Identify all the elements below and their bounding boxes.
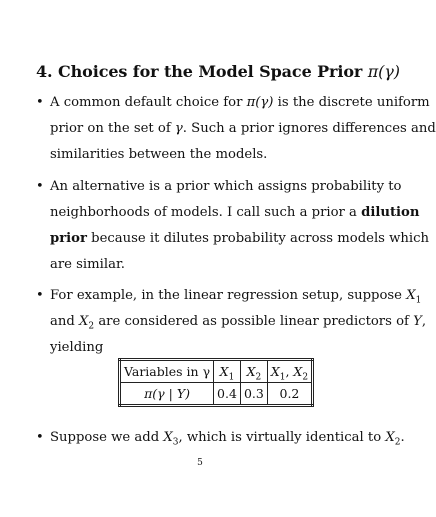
text-line: An alternative is a prior which assigns probability to	[50, 179, 402, 194]
bullet-icon: •	[36, 95, 44, 110]
posterior-table	[118, 358, 314, 407]
text-line: similarities between the models.	[50, 147, 268, 162]
bullet-item-1	[36, 90, 436, 168]
text-line: are similar.	[50, 257, 125, 272]
text-line: A common default choice for π(γ) is the discrete uniform	[50, 95, 430, 110]
bullet-item-1-text	[50, 90, 436, 168]
section-heading-math: π(γ)	[367, 62, 400, 81]
bullet-icon: •	[36, 288, 44, 303]
text-line: Suppose we add $X_3$, which is virtually identical to $X_2$.	[50, 430, 405, 448]
table-cell: 0.2	[267, 383, 312, 406]
table-cell: Variables in γ	[120, 360, 214, 383]
text-line: prior because it dilutes probability across models which	[50, 231, 430, 246]
table-cell: 0.3	[240, 383, 267, 406]
section-heading	[36, 62, 400, 81]
page-number: 5	[197, 458, 203, 468]
text-line: yielding	[50, 340, 104, 355]
table-cell: 0.4	[214, 383, 241, 406]
bullet-item-3	[36, 283, 427, 361]
text-line: neighborhoods of models. I call such a prior a dilution	[50, 205, 420, 220]
bullet-item-4	[36, 425, 405, 451]
bullet-icon: •	[36, 430, 44, 445]
table-cell: $X_1$	[214, 360, 241, 383]
table-cell: $X_2$	[240, 360, 267, 383]
text-line: For example, in the linear regression setup, suppose $X_1$	[50, 288, 422, 306]
text-line: and $X_2$ are considered as possible linear predictors of Y,	[50, 314, 427, 332]
text-line: prior on the set of γ. Such a prior ignores differences and	[50, 121, 436, 136]
section-heading-text: 4. Choices for the Model Space Prior	[36, 62, 368, 81]
table-cell: $X_1$, $X_2$	[267, 360, 312, 383]
bullet-item-4-text	[50, 425, 405, 451]
bullet-item-2	[36, 174, 430, 278]
table-row	[120, 383, 313, 406]
bullet-item-3-text	[50, 283, 427, 361]
bullet-icon: •	[36, 179, 44, 194]
bullet-item-2-text	[50, 174, 430, 278]
table-row	[120, 360, 313, 383]
table-cell: π(γ | Y)	[120, 383, 214, 406]
